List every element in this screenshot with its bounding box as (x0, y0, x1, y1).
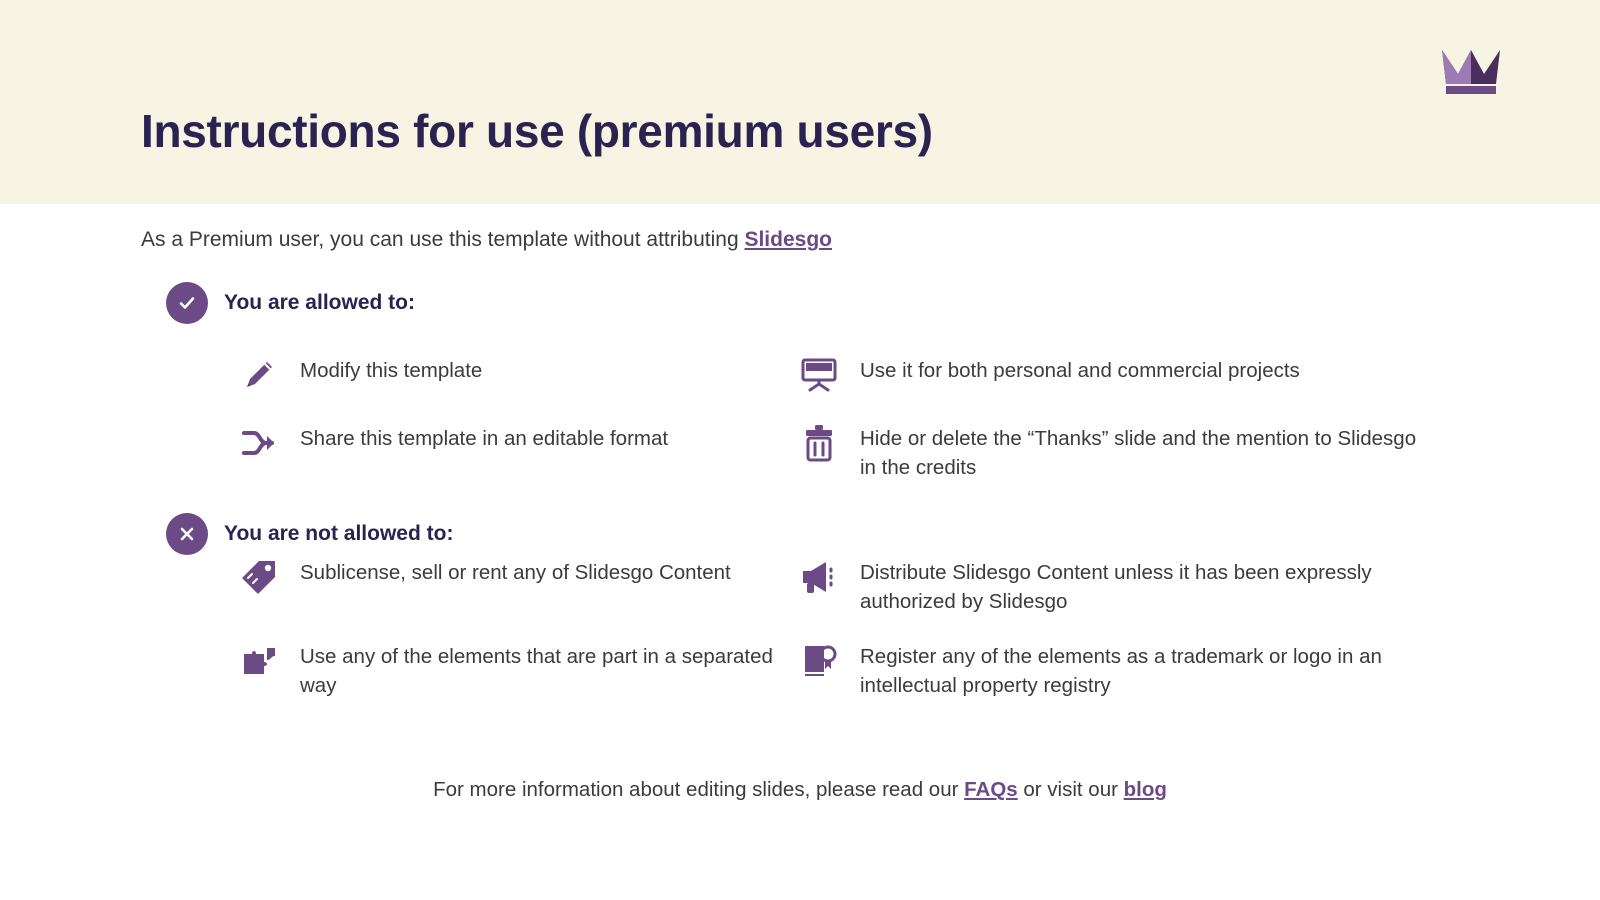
list-item-label: Sublicense, sell or rent any of Slidesgo Content (300, 561, 731, 584)
allowed-items-grid (236, 352, 1506, 482)
header-band (0, 0, 1600, 204)
footer-text-prefix: For more information about editing slides, please read our (433, 778, 965, 801)
list-item-label: Share this template in an editable format (300, 427, 669, 450)
list-item-label: Hide or delete the “Thanks” slide and the mention to Slidesgo in the credits (860, 427, 1417, 480)
check-circle-icon (166, 282, 208, 324)
faqs-link[interactable]: FAQs (964, 778, 1018, 801)
blog-link[interactable]: blog (1123, 778, 1167, 801)
list-item (236, 352, 796, 398)
not-allowed-items-grid (236, 554, 1506, 700)
list-item-label: Register any of the elements as a trademark or logo in an intellectual property registry (860, 645, 1382, 698)
list-item-label: Distribute Slidesgo Content unless it has been expressly authorized by Slidesgo (860, 561, 1372, 614)
intro-text (141, 228, 832, 252)
footer-text-middle: or visit our (1017, 778, 1124, 801)
section-allowed-header (166, 282, 415, 324)
cross-circle-icon (166, 513, 208, 555)
list-item (236, 554, 796, 616)
slidesgo-link[interactable]: Slidesgo (744, 228, 832, 251)
list-item-label: Use any of the elements that are part in a separated way (300, 645, 773, 698)
list-item-label: Use it for both personal and commercial projects (860, 359, 1300, 382)
list-item (796, 352, 1436, 398)
crown-icon (1440, 44, 1502, 96)
list-item (236, 420, 796, 482)
list-item-label: Modify this template (300, 359, 483, 382)
list-item (796, 638, 1436, 700)
page-title: Instructions for use (premium users) (141, 105, 933, 157)
section-allowed-title: You are allowed to: (224, 291, 415, 314)
trash-icon (796, 420, 842, 466)
list-item (796, 420, 1436, 482)
share-arrow-icon (236, 420, 282, 466)
section-allowed-head (166, 282, 415, 324)
list-item (236, 638, 796, 700)
pencil-icon (236, 352, 282, 398)
footer-text (0, 778, 1600, 802)
list-item (796, 554, 1436, 616)
section-not-allowed-title: You are not allowed to: (224, 522, 454, 545)
puzzle-piece-icon (236, 638, 282, 684)
presentation-screen-icon (796, 352, 842, 398)
intro-text-prefix: As a Premium user, you can use this template without attributing (141, 228, 745, 251)
section-not-allowed-head (166, 513, 453, 555)
price-tag-icon (236, 554, 282, 600)
certificate-book-icon (796, 638, 842, 684)
megaphone-icon (796, 554, 842, 600)
section-not-allowed-header (166, 513, 453, 555)
